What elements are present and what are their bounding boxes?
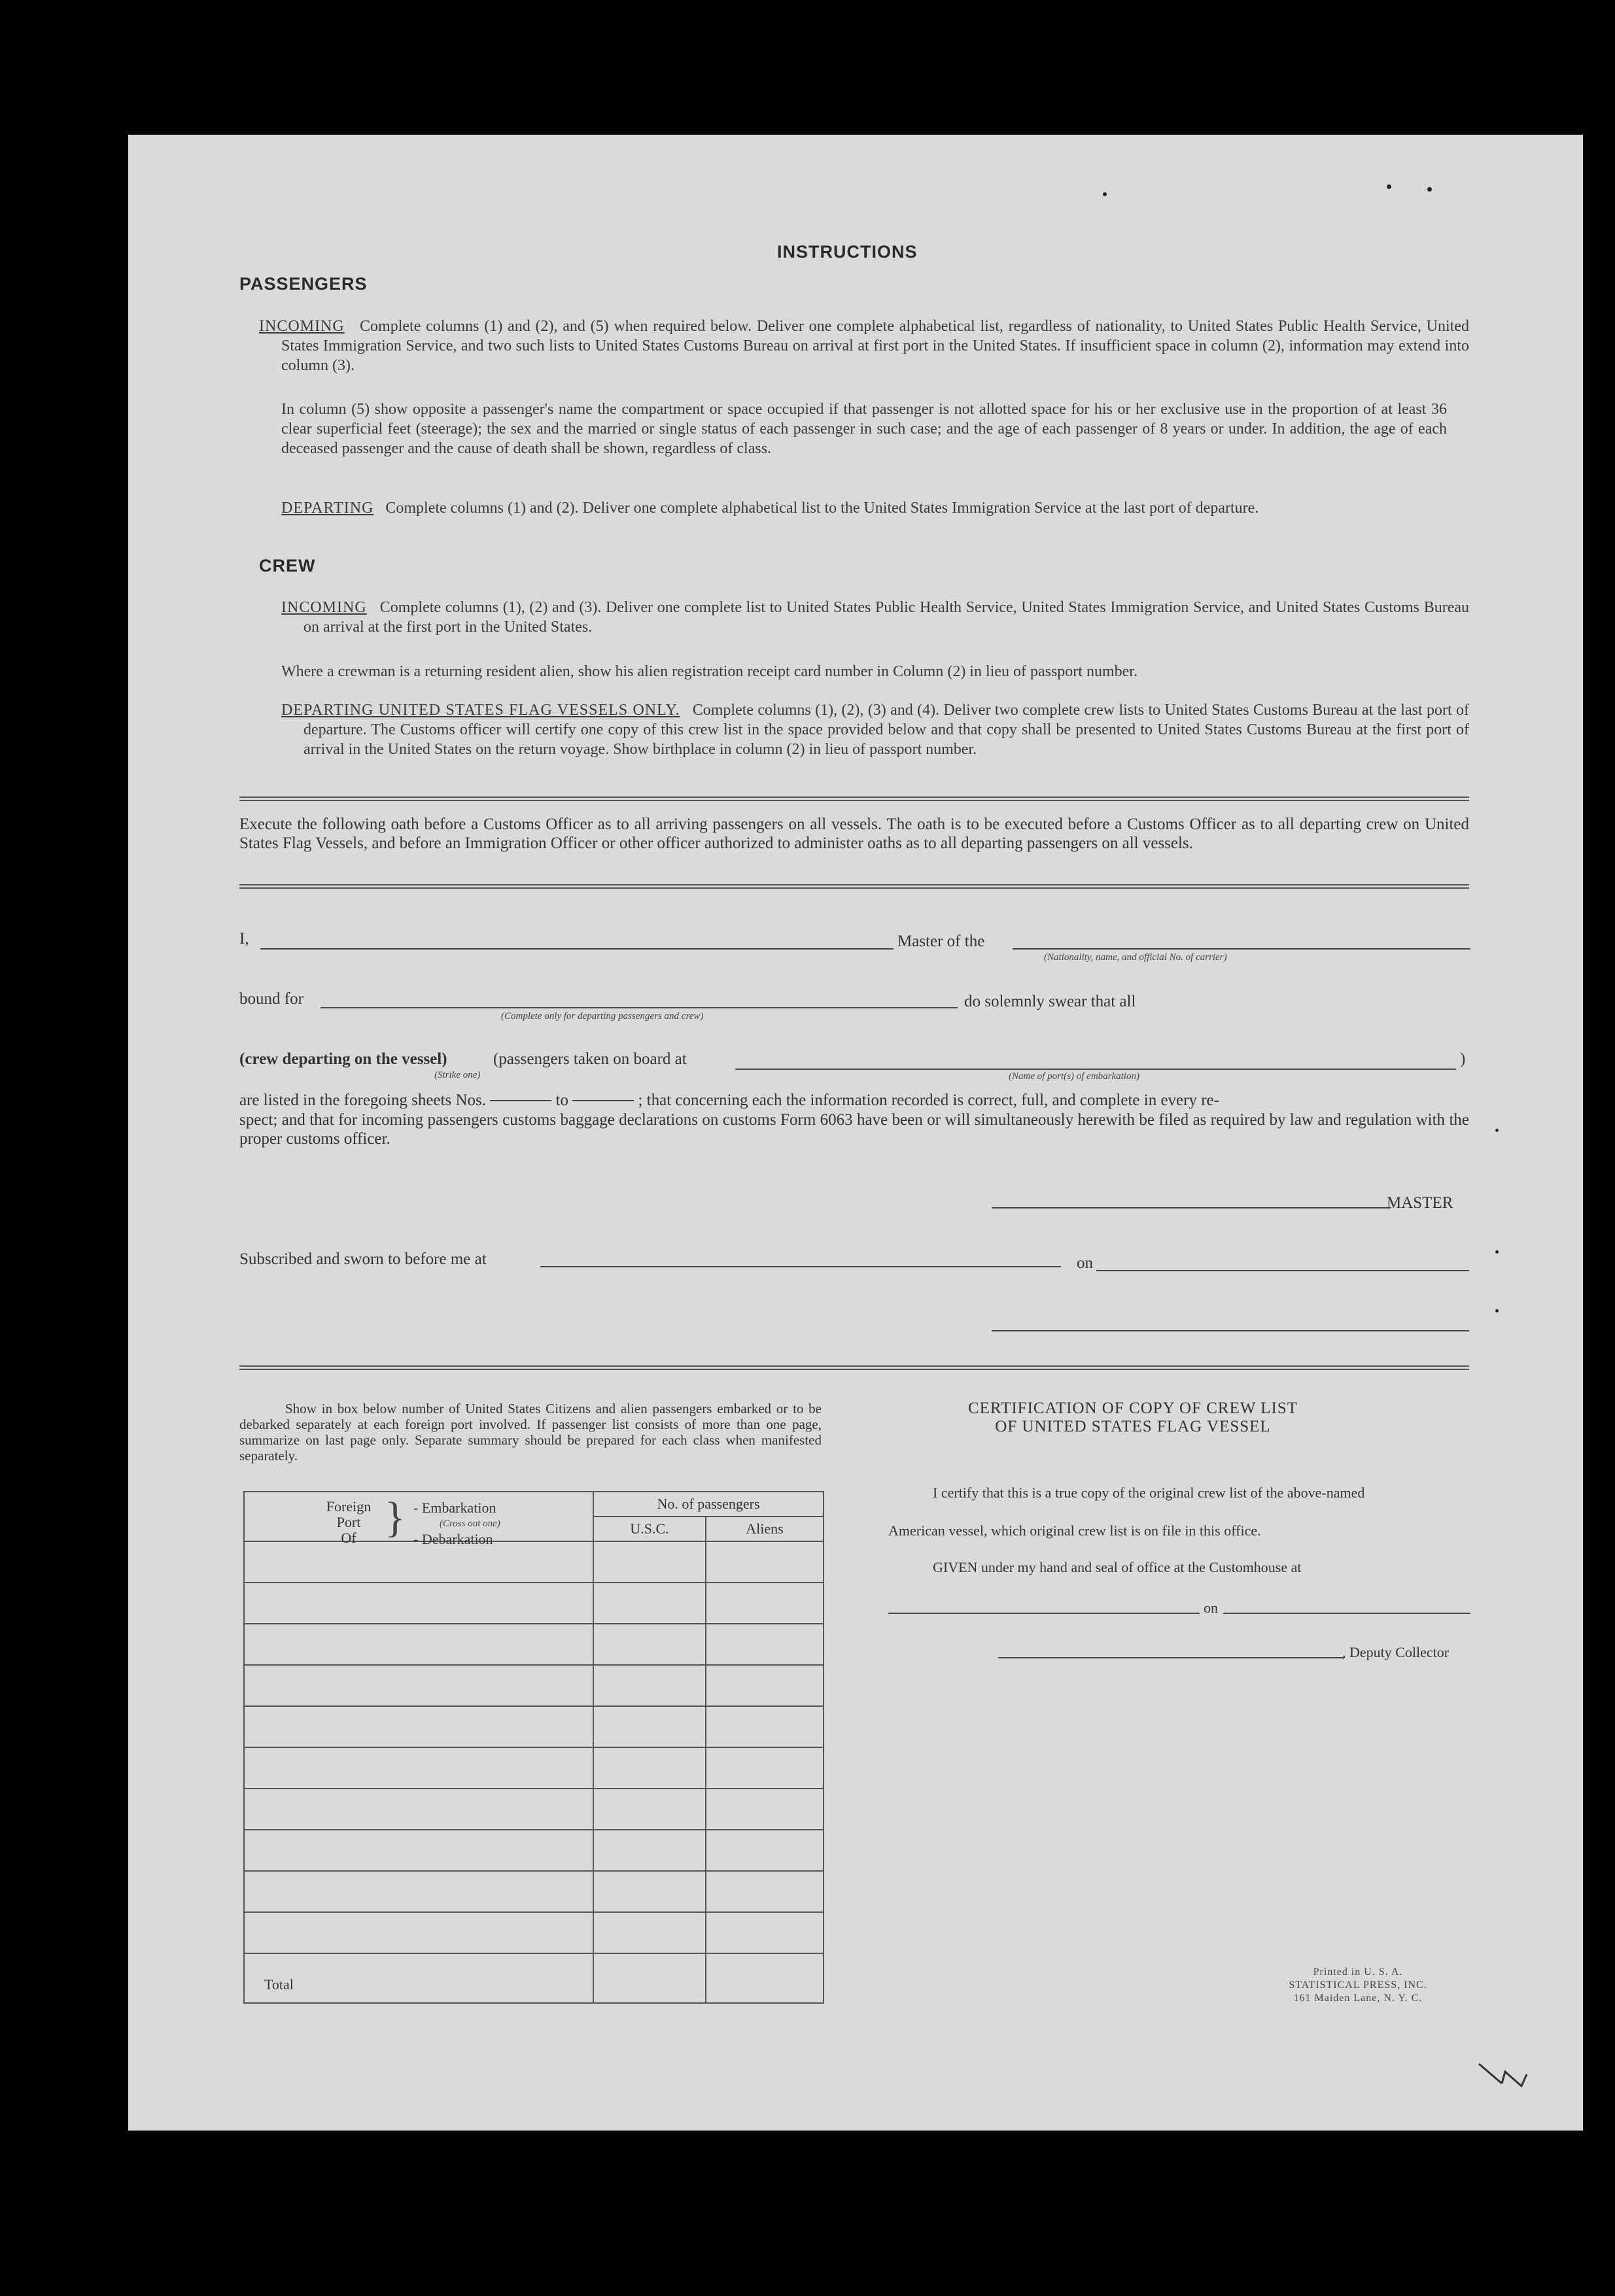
sworn-on-label: on [1077, 1254, 1093, 1272]
flag-vessels-text: Complete columns (1), (2), (3) and (4). Deliver two complete crew lists to United States Customs Bureau at the last port of departure. The Customs officer will certify one copy of this crew list in the space provided below and that copy shall be presented to United States Customs Bureau at the first port of arrival in the United States on the return voyage. Show birthplace in column (2) in lieu of passport number. [304, 702, 1469, 758]
master-signature-field[interactable] [992, 1207, 1391, 1208]
cross-out-hint: (Cross out one) [440, 1518, 500, 1529]
printer-line-3: 161 Maiden Lane, N. Y. C. [1293, 1993, 1423, 2004]
aliens-cell[interactable] [706, 1583, 824, 1624]
departing-text: Complete columns (1) and (2). Deliver one complete alphabetical list to the United States Immigration Service at the last port of departure. [385, 500, 1259, 517]
aliens-cell[interactable] [706, 1665, 824, 1706]
total-label: Total [244, 1953, 593, 2003]
aliens-cell[interactable] [706, 1789, 824, 1830]
divider [239, 797, 1469, 801]
nationality-hint: (Nationality, name, and official No. of carrier) [1044, 952, 1227, 963]
listed-text-b: ; that concerning each the information recorded is correct, full, and complete in every re- [638, 1091, 1219, 1109]
speck [1387, 184, 1391, 189]
usc-cell[interactable] [593, 1871, 706, 1912]
table-row [244, 1789, 824, 1830]
usc-cell[interactable] [593, 1583, 706, 1624]
sheet-from-field[interactable] [490, 1100, 551, 1101]
sworn-place-field[interactable] [540, 1266, 1061, 1267]
crew-departing-option[interactable]: (crew departing on the vessel) [239, 1050, 447, 1068]
master-of-the-label: Master of the [897, 933, 985, 950]
bound-for-field[interactable] [321, 1007, 958, 1008]
aliens-header: Aliens [706, 1516, 824, 1541]
table-row [244, 1871, 824, 1912]
certification-title-1: CERTIFICATION OF COPY OF CREW LIST [967, 1399, 1298, 1417]
crew-incoming-instruction [281, 598, 1469, 637]
debarkation-label[interactable]: - Debarkation [413, 1531, 493, 1547]
oath-i-label: I, [239, 930, 249, 948]
usc-cell[interactable] [593, 1747, 706, 1789]
aliens-cell[interactable] [706, 1624, 824, 1665]
crew-heading: CREW [259, 556, 316, 575]
printer-imprint [1260, 1966, 1456, 2005]
incoming-label: INCOMING [259, 318, 345, 335]
brace-icon: } [385, 1494, 406, 1541]
usc-cell[interactable] [593, 1665, 706, 1706]
departing-label: DEPARTING [281, 500, 374, 517]
no-passengers-header: No. of passengers [593, 1492, 824, 1516]
strike-one-hint: (Strike one) [434, 1070, 481, 1080]
summary-note: Show in box below number of United States Citizens and alien passengers embarked or to be debarked separately at each foreign port involved. If passenger list consists of more than one page, summarize on last page only. Separate summary should be prepared for each class when manifested separately. [239, 1401, 822, 1464]
printer-line-2: STATISTICAL PRESS, INC. [1289, 1979, 1427, 1991]
form-sheet [128, 135, 1583, 2131]
passengers-departing-instruction [281, 498, 1469, 518]
pencil-mark-icon [1476, 2057, 1535, 2097]
of-label: Of [341, 1530, 356, 1546]
total-row [244, 1953, 824, 2003]
embarkation-label[interactable]: - Embarkation [413, 1499, 496, 1516]
speck [1427, 187, 1432, 192]
instructions-title: INSTRUCTIONS [777, 242, 918, 262]
foreign-port-header [244, 1492, 593, 1547]
crewman-instruction: Where a crewman is a returning resident alien, show his alien registration receipt card number in Column (2) in lieu of passport number. [281, 663, 1137, 680]
port-cell[interactable] [244, 1541, 593, 1583]
divider [239, 884, 1469, 889]
aliens-cell[interactable] [706, 1830, 824, 1871]
certify-text: I certify that this is a true copy of the original crew list of the above-named [933, 1484, 1365, 1501]
vessel-text: American vessel, which original crew list is on file in this office. [888, 1522, 1261, 1539]
embarkation-port-field[interactable] [735, 1069, 1456, 1070]
divider [239, 1365, 1469, 1370]
given-text: GIVEN under my hand and seal of office at the Customhouse at [933, 1559, 1302, 1575]
speck [1495, 1309, 1499, 1312]
sworn-date-field[interactable] [1096, 1270, 1469, 1271]
deputy-collector-label: , Deputy Collector [1342, 1644, 1450, 1660]
usc-cell[interactable] [593, 1541, 706, 1583]
listed-text-a: are listed in the foregoing sheets Nos. [239, 1091, 486, 1109]
port-cell[interactable] [244, 1706, 593, 1747]
usc-cell[interactable] [593, 1624, 706, 1665]
aliens-cell[interactable] [706, 1871, 824, 1912]
printer-line-1: Printed in U. S. A. [1313, 1966, 1403, 1978]
master-name-field[interactable] [260, 948, 894, 950]
port-cell[interactable] [244, 1665, 593, 1706]
usc-cell[interactable] [593, 1706, 706, 1747]
port-cell[interactable] [244, 1624, 593, 1665]
passenger-summary-table [243, 1491, 824, 2004]
crew-incoming-label: INCOMING [281, 599, 367, 616]
swear-text: do solemnly swear that all [964, 993, 1136, 1010]
passengers-incoming-instruction [259, 317, 1469, 375]
usc-total-cell[interactable] [593, 1953, 706, 2003]
aliens-cell[interactable] [706, 1912, 824, 1953]
usc-header: U.S.C. [593, 1516, 706, 1541]
table-row [244, 1912, 824, 1953]
port-cell[interactable] [244, 1583, 593, 1624]
port-cell[interactable] [244, 1747, 593, 1789]
table-row [244, 1706, 824, 1747]
sheet-to-field[interactable] [572, 1100, 634, 1101]
usc-cell[interactable] [593, 1912, 706, 1953]
aliens-total-cell[interactable] [706, 1953, 824, 2003]
close-paren: ) [1460, 1050, 1466, 1068]
usc-cell[interactable] [593, 1830, 706, 1871]
listed-text-c: spect; and that for incoming passengers customs baggage declarations on customs Form 6063 have been or will simultaneously herewith be filed as required by law and regulation with the proper customs officer. [239, 1111, 1469, 1148]
table-row [244, 1747, 824, 1789]
listed-line-1 [239, 1091, 1469, 1110]
customhouse-field[interactable] [888, 1613, 1200, 1614]
speck [1495, 1129, 1499, 1132]
speck [1495, 1250, 1499, 1254]
passengers-taken-option[interactable]: (passengers taken on board at [493, 1050, 687, 1068]
master-signature-label: MASTER [1387, 1194, 1453, 1212]
carrier-field[interactable] [1013, 948, 1470, 950]
table-row [244, 1665, 824, 1706]
certification-on-label: on [1204, 1600, 1218, 1616]
table-row [244, 1830, 824, 1871]
oath-instruction: Execute the following oath before a Customs Officer as to all arriving passengers on all vessels. The oath is to be executed before a Customs Officer as to all departing crew on United States Flag Vessels, and before an Immigration Officer or other officer authorized to administer oaths as to all departing passengers on all vessels. [239, 815, 1469, 852]
port-cell[interactable] [244, 1912, 593, 1953]
aliens-cell[interactable] [706, 1706, 824, 1747]
port-cell[interactable] [244, 1789, 593, 1830]
deputy-signature-field[interactable] [998, 1657, 1344, 1658]
certification-date-field[interactable] [1223, 1613, 1470, 1614]
crew-incoming-text: Complete columns (1), (2) and (3). Deliver one complete list to United States Public Health Service, United States Immigration Service, and United States Customs Bureau on arrival at the first port in the United States. [304, 599, 1470, 636]
to-label: to [555, 1091, 568, 1109]
column5-instruction: In column (5) show opposite a passenger's name the compartment or space occupied if that passenger is not allotted space for his or her exclusive use in the proportion of at least 36 clear superficial feet (steerage); the sex and the married or single status of each passenger in such case; and the age of each passenger of 8 years or under. In addition, the age of each deceased passenger and the cause of death shall be shown, regardless of class. [281, 401, 1447, 457]
table-row [244, 1583, 824, 1624]
table-row [244, 1541, 824, 1583]
port-cell[interactable] [244, 1871, 593, 1912]
flag-vessels-instruction [281, 700, 1469, 759]
incoming-text: Complete columns (1) and (2), and (5) when required below. Deliver one complete alphabetical list, regardless of nationality, to United States Public Health Service, United States Immigration Service, and two such lists to United States Customs Bureau on arrival at first port in the United States. If insufficient space in column (2), information may extend into column (3). [281, 318, 1470, 374]
foreign-label: Foreign [326, 1498, 372, 1515]
subscribed-label: Subscribed and sworn to before me at [239, 1250, 487, 1268]
speck [1103, 192, 1107, 196]
bound-for-label: bound for [239, 990, 304, 1008]
officer-signature-field[interactable] [992, 1330, 1469, 1331]
table-row [244, 1624, 824, 1665]
port-hint: (Name of port(s) of embarkation) [1009, 1071, 1139, 1082]
port-cell[interactable] [244, 1830, 593, 1871]
passengers-heading: PASSENGERS [239, 274, 368, 294]
aliens-cell[interactable] [706, 1747, 824, 1789]
complete-only-hint: (Complete only for departing passengers and crew) [501, 1011, 704, 1021]
certification-title-2: OF UNITED STATES FLAG VESSEL [995, 1418, 1271, 1435]
flag-vessels-label: DEPARTING UNITED STATES FLAG VESSELS ONLY. [281, 702, 680, 719]
usc-cell[interactable] [593, 1789, 706, 1830]
aliens-cell[interactable] [706, 1541, 824, 1583]
port-label: Port [336, 1514, 361, 1530]
